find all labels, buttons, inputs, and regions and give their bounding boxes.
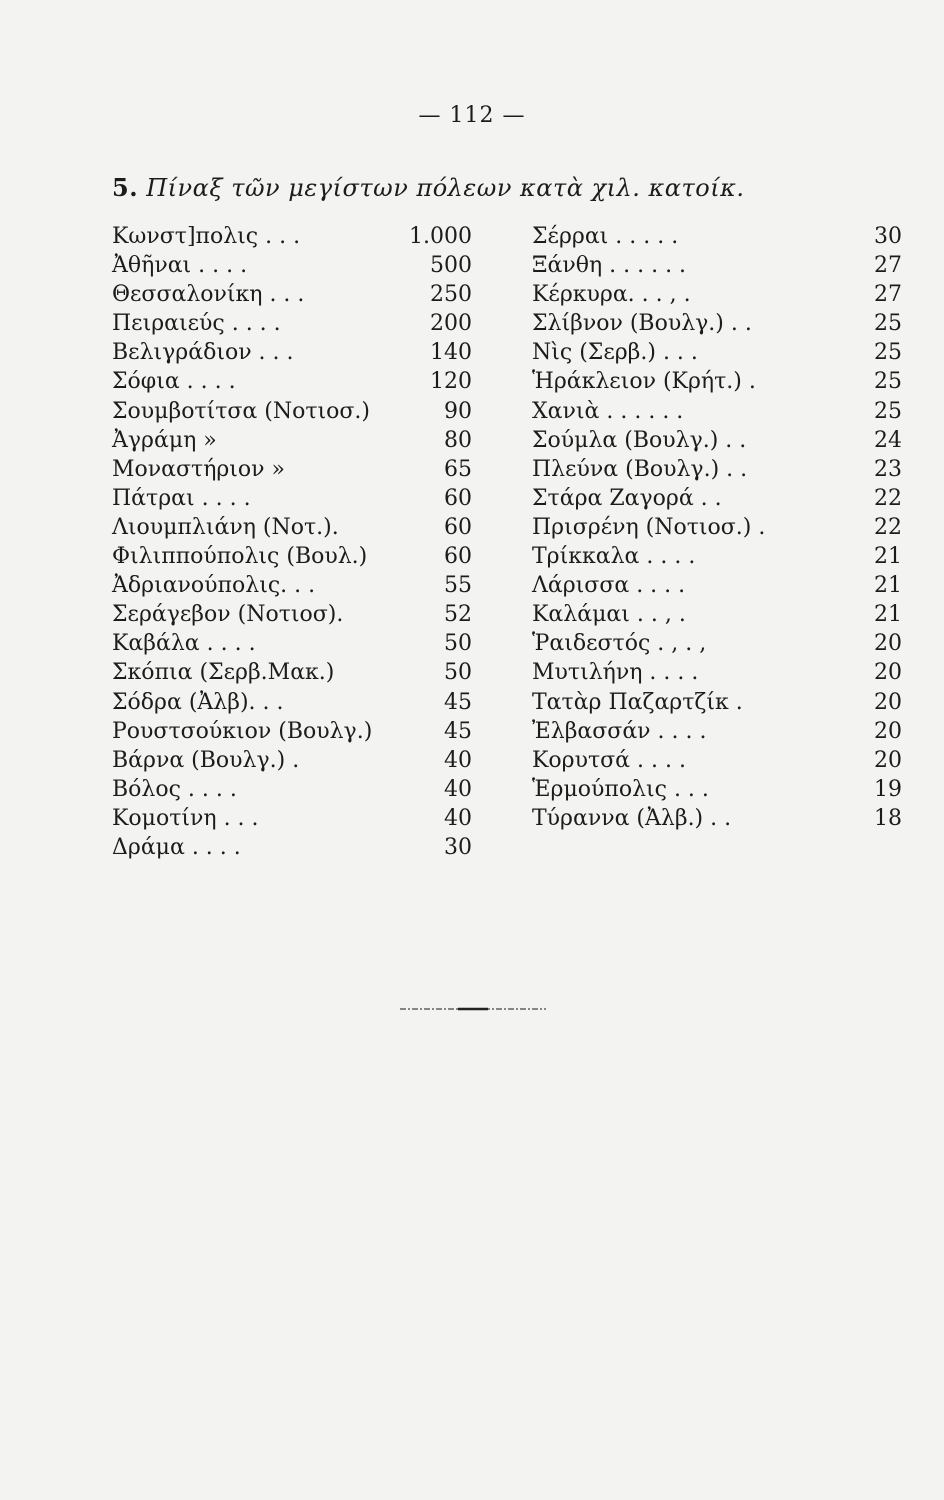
city-name: Στάρα Ζαγορά . . <box>532 485 722 511</box>
city-row <box>532 455 902 484</box>
heading-number: 5. <box>112 173 139 202</box>
population-value: 20 <box>874 747 902 773</box>
city-name: Σεράγεβον (Νοτιοσ). <box>112 602 344 628</box>
city-row <box>112 513 472 542</box>
population-value: 19 <box>874 776 902 802</box>
population-value: 45 <box>444 718 472 744</box>
city-name: Νὶς (Σερβ.) . . . <box>532 340 698 366</box>
population-value: 1.000 <box>409 224 472 249</box>
population-value: 30 <box>444 834 472 860</box>
city-name: Τρίκκαλα . . . . <box>532 544 696 570</box>
city-name: Πειραιεύς . . . . <box>112 311 281 337</box>
table-heading <box>112 173 912 202</box>
population-value: 45 <box>444 689 472 715</box>
population-value: 25 <box>874 311 902 337</box>
city-name: Σουμβοτίτσα (Νοτιοσ.) <box>112 398 370 424</box>
city-row <box>112 775 472 804</box>
city-name: Λάρισσα . . . . <box>532 573 686 599</box>
city-name: Κορυτσά . . . . <box>532 747 686 773</box>
city-row <box>532 629 902 658</box>
population-value: 120 <box>430 369 472 395</box>
city-row <box>112 688 472 717</box>
city-name: Πάτραι . . . . <box>112 485 251 511</box>
population-value: 20 <box>874 631 902 657</box>
population-value: 50 <box>444 660 472 686</box>
city-name: Ρουστσούκιον (Βουλγ.) <box>112 718 373 744</box>
city-name: Ῥαιδεστός . , . , <box>532 631 707 657</box>
left-city-column <box>112 222 472 862</box>
city-name: Σόδρα (Ἀλβ). . . <box>112 689 284 715</box>
city-name: Ἀγράμη » <box>112 427 217 453</box>
city-name: Πλεύνα (Βουλγ.) . . <box>532 456 748 482</box>
city-row <box>112 309 472 338</box>
population-value: 55 <box>444 573 472 599</box>
city-row <box>532 222 902 251</box>
population-value: 21 <box>874 573 902 599</box>
population-value: 40 <box>444 747 472 773</box>
city-row <box>112 542 472 571</box>
city-name: Μοναστήριον » <box>112 456 286 482</box>
city-row <box>532 804 902 833</box>
population-value: 500 <box>430 253 472 279</box>
city-row <box>112 484 472 513</box>
population-value: 25 <box>874 398 902 424</box>
city-row <box>532 717 902 746</box>
city-name: Βάρνα (Βουλγ.) . <box>112 747 300 773</box>
city-row <box>532 251 902 280</box>
city-name: Τατὰρ Παζαρτζίκ . <box>532 689 743 715</box>
city-name: Θεσσαλονίκη . . . <box>112 282 305 308</box>
city-row <box>112 717 472 746</box>
city-name: Τύραννα (Ἀλβ.) . . <box>532 805 732 831</box>
city-row <box>532 338 902 367</box>
right-city-column <box>532 222 902 833</box>
population-value: 27 <box>874 282 902 308</box>
city-row <box>112 746 472 775</box>
city-row <box>532 426 902 455</box>
population-value: 140 <box>430 340 472 366</box>
population-value: 23 <box>874 456 902 482</box>
city-row <box>532 513 902 542</box>
city-name: Μυτιλήνη . . . . <box>532 660 699 686</box>
city-row <box>532 484 902 513</box>
population-value: 80 <box>444 427 472 453</box>
city-row <box>112 629 472 658</box>
city-name: Σόφια . . . . <box>112 369 236 395</box>
city-row <box>112 222 472 251</box>
population-value: 90 <box>444 398 472 424</box>
city-name: Ἑρμούπολις . . . <box>532 776 709 802</box>
city-name: Βελιγράδιον . . . <box>112 340 294 366</box>
city-name: Δράμα . . . . <box>112 834 241 860</box>
city-name: Λιουμπλιάνη (Νοτ.). <box>112 514 339 540</box>
city-row <box>532 309 902 338</box>
page-number: — 112 — <box>418 103 526 128</box>
city-name: Σούμλα (Βουλγ.) . . <box>532 427 747 453</box>
city-row <box>112 658 472 687</box>
population-value: 40 <box>444 805 472 831</box>
population-value: 65 <box>444 456 472 482</box>
city-row <box>112 804 472 833</box>
population-value: 22 <box>874 514 902 540</box>
population-value: 21 <box>874 544 902 570</box>
city-row <box>112 833 472 862</box>
city-name: Κωνστ]πολις . . . <box>112 224 301 249</box>
heading-text: Πίναξ τῶν μεγίστων πόλεων κατὰ χιλ. κατοίκ. <box>146 174 745 202</box>
population-value: 60 <box>444 514 472 540</box>
city-row <box>532 775 902 804</box>
city-row <box>112 600 472 629</box>
city-row <box>112 426 472 455</box>
city-name: Ἡράκλειον (Κρήτ.) . <box>532 369 756 395</box>
population-value: 40 <box>444 776 472 802</box>
city-row <box>532 658 902 687</box>
city-row <box>112 251 472 280</box>
population-value: 200 <box>430 311 472 337</box>
city-name: Σλίβνον (Βουλγ.) . . <box>532 311 752 337</box>
city-name: Ἐλβασσάν . . . . <box>532 718 707 744</box>
city-name: Σκόπια (Σερβ.Μακ.) <box>112 660 335 686</box>
city-row <box>112 455 472 484</box>
city-row <box>532 571 902 600</box>
city-name: Χανιὰ . . . . . . <box>532 398 684 424</box>
city-row <box>112 338 472 367</box>
population-value: 18 <box>874 805 902 831</box>
population-value: 20 <box>874 718 902 744</box>
city-row <box>532 367 902 396</box>
city-row <box>112 367 472 396</box>
city-name: Πρισρένη (Νοτιοσ.) . <box>532 514 766 540</box>
population-value: 52 <box>444 602 472 628</box>
city-row <box>532 746 902 775</box>
city-row <box>532 600 902 629</box>
decorative-rule <box>400 1007 546 1011</box>
city-row <box>112 280 472 309</box>
city-row <box>532 280 902 309</box>
city-name: Φιλιππούπολις (Βουλ.) <box>112 544 368 570</box>
city-name: Βόλος . . . . <box>112 776 237 802</box>
city-name: Ξάνθη . . . . . . <box>532 253 687 279</box>
city-row <box>112 571 472 600</box>
population-value: 27 <box>874 253 902 279</box>
population-value: 30 <box>874 224 902 249</box>
population-value: 21 <box>874 602 902 628</box>
population-value: 24 <box>874 427 902 453</box>
city-row <box>112 397 472 426</box>
population-value: 250 <box>430 282 472 308</box>
city-name: Κομοτίνη . . . <box>112 805 259 831</box>
city-name: Καβάλα . . . . <box>112 631 256 657</box>
city-row <box>532 542 902 571</box>
population-value: 22 <box>874 485 902 511</box>
population-value: 60 <box>444 485 472 511</box>
city-name: Σέρραι . . . . . <box>532 224 679 249</box>
city-row <box>532 688 902 717</box>
city-name: Ἀθῆναι . . . . <box>112 253 248 279</box>
city-name: Κέρκυρα. . . , . <box>532 282 691 308</box>
city-name: Καλάμαι . . , . <box>532 602 686 628</box>
population-value: 25 <box>874 340 902 366</box>
population-value: 20 <box>874 689 902 715</box>
population-value: 25 <box>874 369 902 395</box>
city-name: Ἀδριανούπολις. . . <box>112 573 316 599</box>
population-value: 50 <box>444 631 472 657</box>
city-row <box>532 397 902 426</box>
population-value: 20 <box>874 660 902 686</box>
population-value: 60 <box>444 544 472 570</box>
